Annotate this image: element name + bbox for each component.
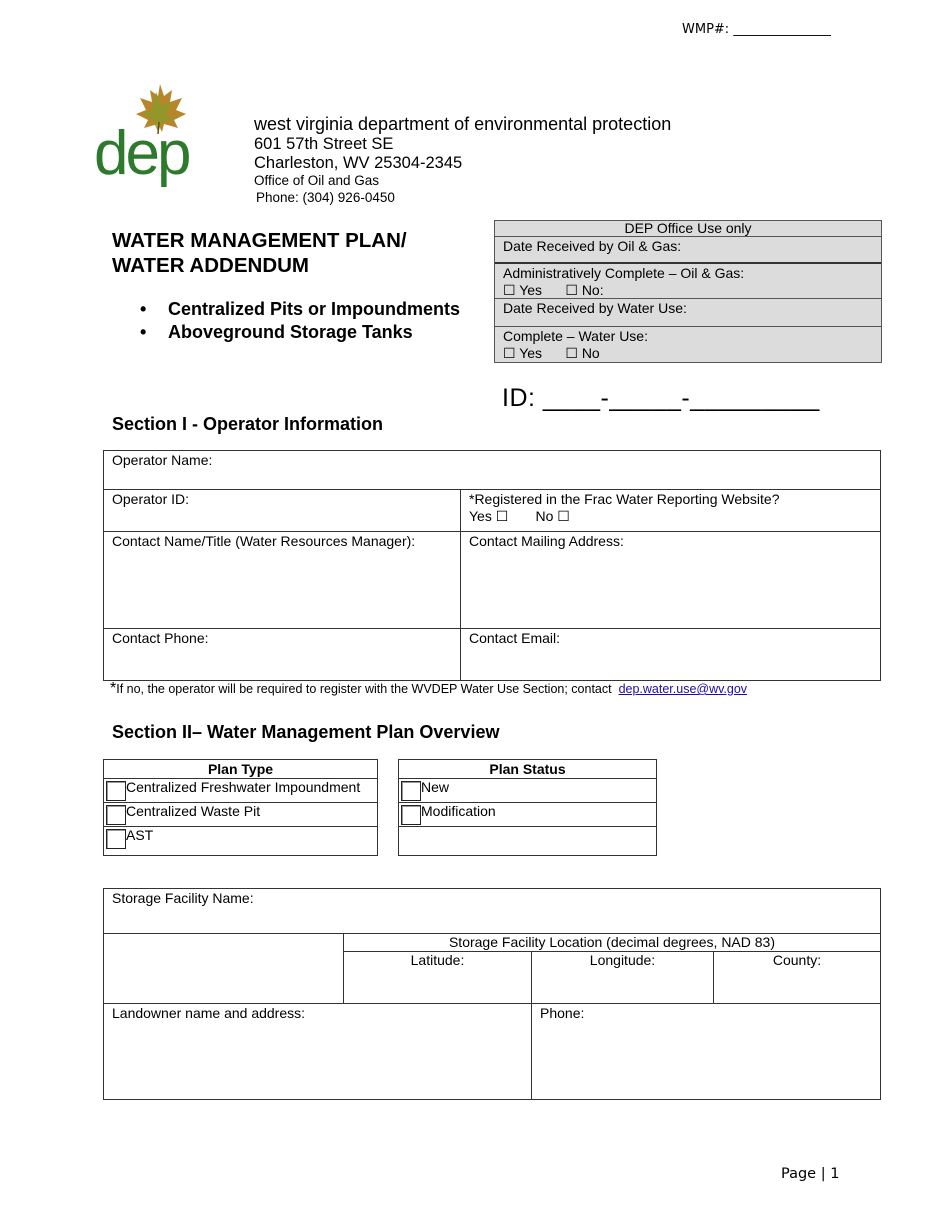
checkbox[interactable] <box>401 781 421 801</box>
operator-info-table <box>103 450 881 681</box>
footnote: *If no, the operator will be required to register with the WVDEP Water Use Section; contact dep.water.use@wv.gov <box>110 680 748 697</box>
page-number: Page | 1 <box>781 1166 840 1182</box>
dep-logo <box>92 82 222 187</box>
registered-no-checkbox[interactable]: No ☐ <box>535 508 570 524</box>
plan-type-option[interactable]: AST <box>104 827 378 856</box>
plan-status-header: Plan Status <box>399 760 657 779</box>
longitude-field[interactable]: Longitude: <box>532 952 714 1004</box>
admin-yes-checkbox[interactable]: ☐ Yes <box>503 282 543 298</box>
agency-name: west virginia department of environmental protection <box>254 114 672 134</box>
wmp-number-field: WMP#: _______________ <box>682 22 831 37</box>
section-2-title: Section II– Water Management Plan Overview <box>112 722 500 742</box>
plan-type-option[interactable]: Centralized Waste Pit <box>104 803 378 827</box>
facility-type-list <box>140 298 460 344</box>
bullet-icon: • <box>140 322 147 342</box>
title-line-1: WATER MANAGEMENT PLAN/ <box>112 229 407 252</box>
complete-water-field[interactable]: Complete – Water Use: ☐ Yes ☐ No <box>503 328 648 361</box>
location-header: Storage Facility Location (decimal degrees, NAD 83) <box>344 934 881 952</box>
storage-facility-table <box>103 888 881 1100</box>
landowner-field[interactable]: Landowner name and address: <box>104 1004 532 1100</box>
title-line-2: WATER ADDENDUM <box>112 254 310 277</box>
page-title <box>112 228 407 278</box>
operator-name-field[interactable]: Operator Name: <box>104 451 881 490</box>
id-field[interactable]: ID: ____-_____-_________ <box>502 384 820 412</box>
agency-office: Office of Oil and Gas <box>254 172 380 188</box>
agency-city: Charleston, WV 25304-2345 <box>254 153 463 172</box>
admin-complete-field[interactable]: Administratively Complete – Oil & Gas: ☐ Yes ☐ No: <box>495 264 881 299</box>
plan-status-empty <box>399 827 657 856</box>
registered-field: *Registered in the Frac Water Reporting Website? Yes ☐ No ☐ <box>461 490 881 532</box>
checkbox[interactable] <box>106 829 126 849</box>
water-use-email-link[interactable]: dep.water.use@wv.gov <box>618 682 748 696</box>
bullet-icon: • <box>140 299 147 319</box>
plan-type-table <box>103 759 378 856</box>
contact-phone-field[interactable]: Contact Phone: <box>104 629 461 681</box>
date-received-water-field[interactable]: Date Received by Water Use: <box>495 299 881 327</box>
complete-yes-checkbox[interactable]: ☐ Yes <box>503 345 543 361</box>
plan-status-option[interactable]: New <box>399 779 657 803</box>
agency-address <box>254 114 671 206</box>
operator-id-field[interactable]: Operator ID: <box>104 490 461 532</box>
checkbox[interactable] <box>401 805 421 825</box>
plan-status-option[interactable]: Modification <box>399 803 657 827</box>
plan-type-option[interactable]: Centralized Freshwater Impoundment <box>104 779 378 803</box>
contact-email-field[interactable]: Contact Email: <box>461 629 881 681</box>
logo-text: dep <box>94 119 189 187</box>
plan-type-header: Plan Type <box>104 760 378 779</box>
office-use-header: DEP Office Use only <box>495 221 881 237</box>
agency-street: 601 57th Street SE <box>254 134 394 153</box>
checkbox[interactable] <box>106 781 126 801</box>
storage-facility-name-field[interactable]: Storage Facility Name: <box>104 889 881 934</box>
checkbox[interactable] <box>106 805 126 825</box>
blank-cell <box>104 934 344 1004</box>
complete-no-checkbox[interactable]: ☐ No <box>565 345 600 361</box>
county-field[interactable]: County: <box>714 952 881 1004</box>
date-received-og-field[interactable]: Date Received by Oil & Gas: <box>495 237 881 264</box>
registered-yes-checkbox[interactable]: Yes ☐ <box>469 508 509 524</box>
contact-name-field[interactable]: Contact Name/Title (Water Resources Manager): <box>104 532 461 629</box>
admin-no-checkbox[interactable]: ☐ No: <box>565 282 604 298</box>
list-item: • Aboveground Storage Tanks <box>140 322 413 342</box>
office-use-box <box>494 220 882 363</box>
plan-status-table <box>398 759 657 856</box>
contact-address-field[interactable]: Contact Mailing Address: <box>461 532 881 629</box>
list-item: • Centralized Pits or Impoundments <box>140 299 461 319</box>
agency-phone: Phone: (304) 926-0450 <box>256 189 395 205</box>
latitude-field[interactable]: Latitude: <box>344 952 532 1004</box>
section-1-title: Section I - Operator Information <box>112 414 384 434</box>
landowner-phone-field[interactable]: Phone: <box>532 1004 881 1100</box>
